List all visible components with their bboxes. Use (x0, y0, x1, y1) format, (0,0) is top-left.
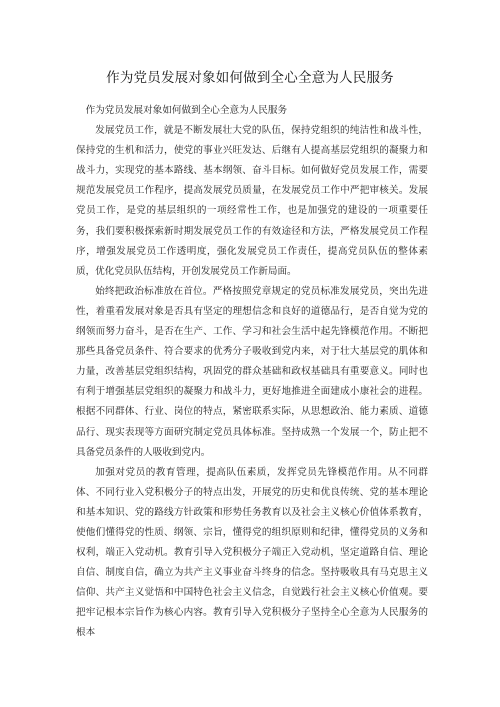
document-body (76, 101, 428, 644)
paragraph-1: 发展党员工作，就是不断发展壮大党的队伍，保持党组织的纯洁性和战斗性，保持党的生机和活力，使党的事业兴旺发达、后继有人提高基层党组织的凝聚力和战斗力，实现党的基本路线、基本纲领、奋斗目标。如何做好党员发展工作，需要规范发展党员工作程序，提高发展党员质量，在发展党员工作中严把审核关。发展党员工作，是党的基层组织的一项经常性工作，也是加强党的建设的一项重要任务，我们要积极探索新时期发展党员工作的有效途径和方法，严格发展党员工作程序，增强发展党员工作透明度，强化发展党员工作责任，提高党员队伍的整体素质，优化党员队伍结构，开创发展党员工作新局面。 (76, 125, 428, 277)
paragraph-3: 加强对党员的教育管理，提高队伍素质，发挥党员先锋模范作用。从不同群体、不同行业入党积极分子的特点出发，开展党的历史和优良传统、党的基本理论和基本知识、党的路线方针政策和形势任务教育以及社会主义核心价值体系教育，使他们懂得党的性质、纲领、宗旨，懂得党的组织原则和纪律，懂得党员的义务和权利，端正入党动机。教育引导入党积极分子端正入党动机，坚定道路自信、理论自信、制度自信，确立为共产主义事业奋斗终身的信念。坚持吸收具有马克思主义信仰、共产主义觉悟和中国特色社会主义信念，自觉践行社会主义核心价值观。要把牢记根本宗旨作为核心内容。教育引导入党积极分子坚持全心全意为人民服务的根本 (76, 466, 428, 639)
document-title: 作为党员发展对象如何做到全心全意为人民服务 (106, 70, 394, 86)
paragraph-2: 始终把政治标准放在首位。严格按照党章规定的党员标准发展党员，突出先进性，着重看发展对象是否具有坚定的理想信念和良好的道德品行，是否自觉为党的纲领而努力奋斗，是否在生产、工作、学习和社会生活中起先锋模范作用。不断把那些具备党员条件、符合要求的优秀分子吸收到党内来，对于壮大基层党的肌体和力量，改善基层党组织结构，巩固党的群众基础和政权基础具有重要意义。同时也有利于增强基层党组织的凝聚力和战斗力，更好地推进全面建成小康社会的进程。根据不同群体、行业、岗位的特点，紧密联系实际，从思想政治、能力素质、道德品行、现实表现等方面研究制定党员具体标准。坚持成熟一个发展一个，防止把不具备党员条件的人吸收到党内。 (76, 285, 428, 458)
document-subtitle: 作为党员发展对象如何做到全心全意为人民服务 (85, 105, 288, 116)
